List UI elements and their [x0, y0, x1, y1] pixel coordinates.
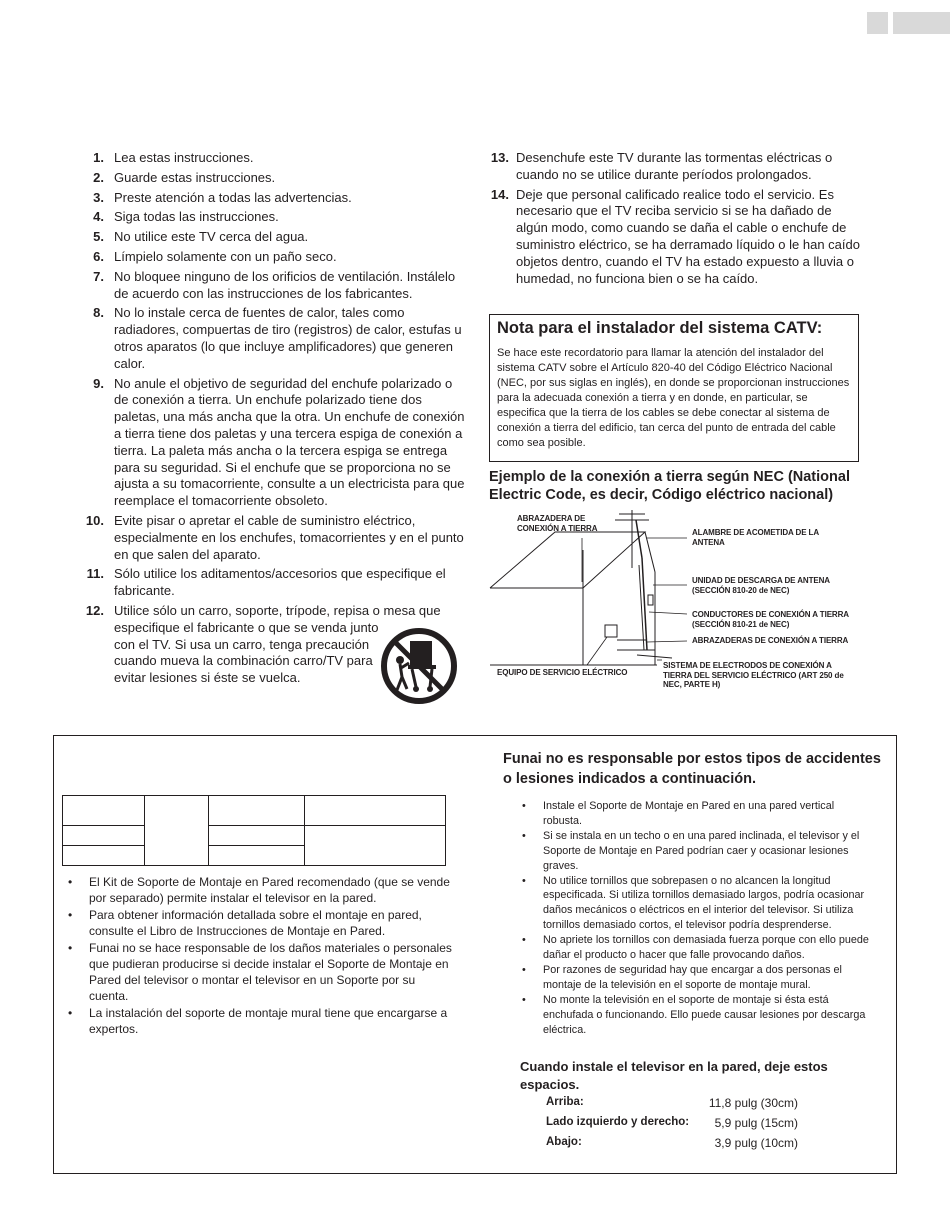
- label-discharge-unit: UNIDAD DE DESCARGA DE ANTENA (SECCIÓN 810-20 de NEC): [692, 576, 830, 595]
- instruction-item: 3. Preste atención a todas las advertencias.: [93, 189, 352, 205]
- catv-note-body: Se hace este recordatorio para llamar la atención del instalador del sistema CATV sobre el Artículo 820-40 del Código Eléctrico Nacional (NEC, por sus siglas en inglés), en donde se proporcionan instrucciones para la adecuada conexión a tierra y en donde, en particular, se especifica que la tierra de los cables se debe conectar al sistema de conexión a tierra del edificio, tan cerca del punto de entrada del cable como sea posible.: [497, 347, 850, 449]
- list-item: • El Kit de Soporte de Montaje en Pared recomendado (que se vende por separado) permite instalar el televisor en la pared.: [62, 874, 452, 906]
- funai-disclaimer-title: Funai no es responsable por estos tipos de accidentes o lesiones indicados a continuación.: [503, 751, 881, 787]
- nec-example-title: Ejemplo de la conexión a tierra según NEC (National Electric Code, es decir, Código eléctrico nacional): [489, 469, 850, 503]
- table-cell: [209, 846, 305, 866]
- list-item: • Por razones de seguridad hay que encargar a dos personas el montaje de la televisión en el soporte de montaje mural.: [516, 963, 876, 993]
- table-cell: [209, 796, 305, 826]
- instruction-item: 9. No anule el objetivo de seguridad del enchufe polarizado o de conexión a tierra. Un enchufe polarizado tiene dos paletas, una más ancha que la otra. Un enchufe de conexión a tierra tiene dos paletas y una tercera espiga de conexión a tierra. La paleta más ancha o la tercera espiga se entrega para su seguridad. Si el enchufe que se proporciona no se ajusta a su tomacorriente, consulte a un electricista para que reemplace el tomacorriente obsoleto.: [93, 375, 465, 509]
- instruction-item: 4. Siga todas las instrucciones.: [93, 209, 279, 225]
- list-item: • Para obtener información detallada sobre el montaje en pared, consulte el Libro de Instrucciones de Montaje en Pared.: [62, 907, 452, 939]
- instruction-item: 13. Desenchufe este TV durante las tormentas eléctricas o cuando no se utilice durante períodos prolongados.: [490, 150, 833, 182]
- label-grounding-conductors: CONDUCTORES DE CONEXIÓN A TIERRA (SECCIÓN 810-21 de NEC): [692, 610, 849, 629]
- instruction-item-12: 12. Utilice sólo un carro, soporte, trípode, repisa o mesa que especifique el fabricante o que se venda junto con el TV. Si usa un carro, tenga precaución cuando mueva la combinación carro/TV para evitar lesiones si éste se vuelca.: [85, 602, 441, 686]
- instruction-item: 6. Límpielo solamente con un paño seco.: [93, 248, 337, 264]
- cart-tip-warning-icon: [380, 627, 458, 705]
- header-tab-marker-wide: [893, 12, 950, 34]
- label-electrode-system: SISTEMA DE ELECTRODOS DE CONEXIÓN A TIERRA DEL SERVICIO ELÉCTRICO (ART 250 de NEC, PARTE H): [663, 661, 844, 689]
- table-cell: [63, 796, 145, 826]
- list-item: • No monte la televisión en el soporte de montaje si ésta está enchufada o funcionando. Ello puede causar lesiones por descarga eléctrica.: [516, 993, 876, 1038]
- table-cell: [145, 796, 209, 866]
- spacing-title: Cuando instale el televisor en la pared, deje estos espacios.: [520, 1059, 828, 1092]
- instruction-item: 1. Lea estas instrucciones.: [93, 150, 254, 165]
- instruction-list-left: [80, 150, 465, 687]
- instruction-item: 7. No bloquee ninguno de los orificios de ventilación. Instálelo de acuerdo con las instrucciones de los fabricantes.: [93, 268, 456, 301]
- header-tab-marker: [867, 12, 888, 34]
- table-cell: [305, 796, 446, 826]
- instruction-item: 14. Deje que personal calificado realice todo el servicio. Es necesario que el TV reciba servicio si se ha dañado de algún modo, como cuando se daña el cable o enchufe de suministro eléctrico, se ha derramado líquido o le han caído objetos dentro, cuando el TV ha estado expuesto a lluvia o humedad, no funciona bien o se ha caído.: [490, 186, 860, 286]
- table-cell: [209, 826, 305, 846]
- instruction-list-right: [485, 150, 863, 287]
- label-grounding-clamps: ABRAZADERAS DE CONEXIÓN A TIERRA: [692, 636, 849, 645]
- label-service-equipment: EQUIPO DE SERVICIO ELÉCTRICO: [497, 668, 628, 677]
- wall-mount-spec-table: [62, 795, 446, 866]
- instruction-item: 8. No lo instale cerca de fuentes de calor, tales como radiadores, compuertas de tiro (registros) de calor, estufas u otros aparatos (lo que incluye amplificadores) que generen calor.: [93, 305, 462, 371]
- safety-instructions-left: [80, 150, 465, 690]
- nec-grounding-diagram: [487, 510, 867, 710]
- catv-note-title: Nota para el instalador del sistema CATV:: [497, 319, 823, 337]
- table-cell: [305, 826, 446, 866]
- label-grounding-clamp: ABRAZADERA DE CONEXIÓN A TIERRA: [517, 514, 598, 533]
- list-item: • Instale el Soporte de Montaje en Pared en una pared vertical robusta.: [516, 799, 876, 829]
- instruction-item: 11. Sólo utilice los aditamentos/accesorios que especifique el fabricante.: [86, 566, 446, 599]
- instruction-item: 2. Guarde estas instrucciones.: [93, 169, 276, 185]
- table-cell: [63, 846, 145, 866]
- wall-mount-bullets: [62, 874, 452, 1038]
- instruction-item: 10. Evite pisar o apretar el cable de suministro eléctrico, especialmente en los enchufes, tomacorrientes y en el punto en que salen del aparato.: [85, 512, 464, 562]
- list-item: • La instalación del soporte de montaje mural tiene que encargarse a expertos.: [62, 1005, 452, 1037]
- list-item: • No apriete los tornillos con demasiada fuerza porque con ello puede dañar el producto o hacer que falle provocando daños.: [516, 933, 876, 963]
- safety-instructions-right: [485, 150, 863, 290]
- list-item: • Si se instala en un techo o en una pared inclinada, el televisor y el Soporte de Montaje en Pared podrían caer y ocasionar lesiones graves.: [516, 829, 876, 874]
- label-antenna-wire: ALAMBRE DE ACOMETIDA DE LA ANTENA: [692, 528, 819, 547]
- instruction-item: 5. No utilice este TV cerca del agua.: [93, 229, 309, 245]
- list-item: • Funai no se hace responsable de los daños materiales o personales que pudieran producirse si decide instalar el Soporte de Montaje en Pared del televisor o montar el televisor en un Soporte por su cuenta.: [62, 940, 452, 1004]
- list-item: • No utilice tornillos que sobrepasen o no alcancen la longitud especificada. Si utiliza tornillos demasiado largos, podría ocasionar daños mecánicos o eléctricos en el interior del televisor. Si utiliza tornillos demasiado cortos, el televisor podría desprenderse.: [516, 874, 876, 934]
- table-cell: [63, 826, 145, 846]
- funai-disclaimer-bullets: [516, 799, 876, 1038]
- catv-installer-note: [489, 314, 859, 462]
